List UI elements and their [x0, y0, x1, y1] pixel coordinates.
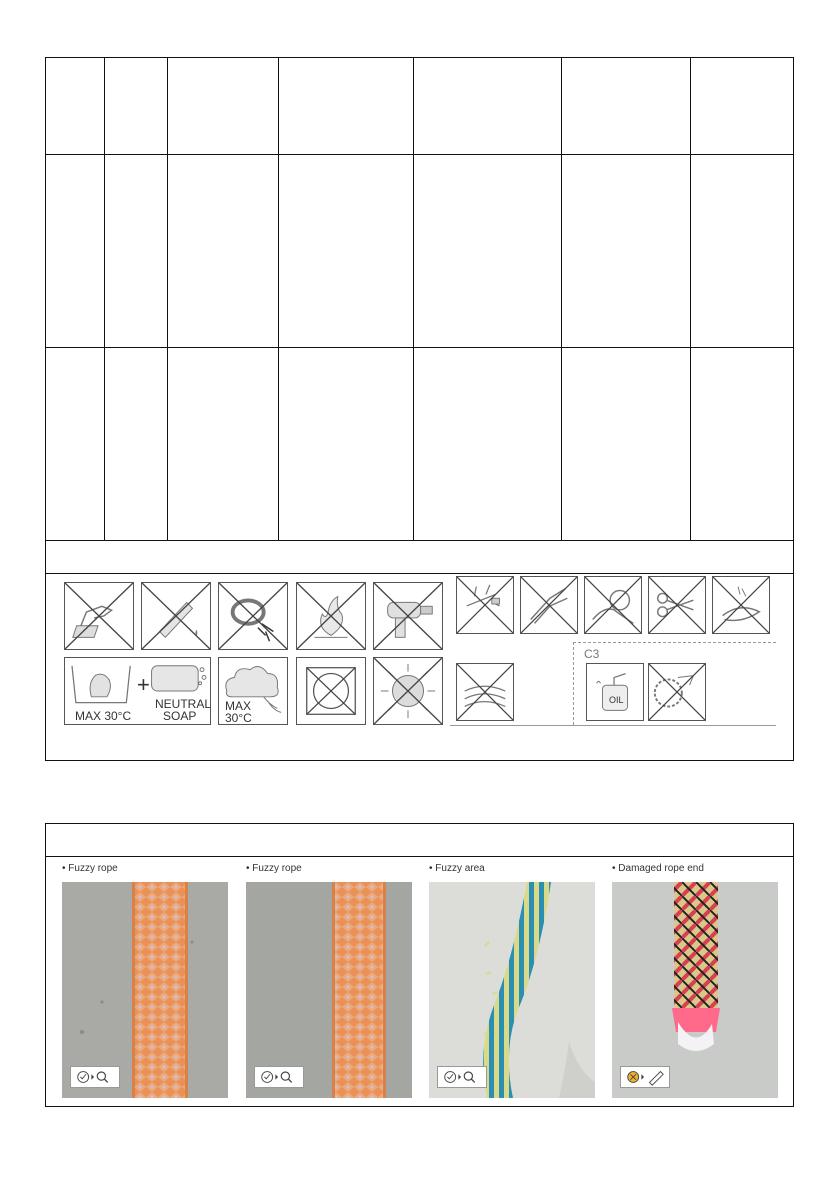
fuzzy-area-photo [429, 882, 595, 1098]
no-heat-gun-icon [373, 582, 443, 650]
c3-frame-left [573, 642, 574, 725]
photo-card [612, 862, 778, 1098]
photo-card [246, 862, 412, 1098]
plus-sign: + [137, 672, 150, 697]
no-tangled-storage-icon [456, 663, 514, 721]
steam-icon [218, 657, 288, 725]
no-impact-carabiner-icon [218, 582, 288, 650]
no-acid-tube-icon [141, 582, 211, 650]
c3-group-label: C3 [584, 647, 600, 661]
wash-temperature-label: MAX 30°C [75, 709, 132, 723]
no-sharp-edge-icon [456, 576, 514, 634]
section-rule [450, 725, 776, 726]
row-divider [46, 347, 793, 348]
column-divider [167, 58, 168, 540]
no-chemicals-pour-icon [64, 582, 134, 650]
care-icons-area [46, 573, 793, 760]
column-divider [104, 58, 105, 540]
fuzzy-rope-photo [246, 882, 412, 1098]
steam-label: MAX [225, 699, 252, 713]
column-divider [561, 58, 562, 540]
no-fire-icon [296, 582, 366, 650]
no-pliers-icon [520, 576, 578, 634]
rope-inspection-section [45, 823, 794, 1107]
oil-label: OIL [609, 695, 624, 705]
column-divider [690, 58, 691, 540]
no-knot-icon [584, 576, 642, 634]
verdict-ok-inspect [254, 1066, 304, 1088]
fuzzy-rope-photo [62, 882, 228, 1098]
oil-lubricant-icon [586, 663, 644, 721]
photo-caption: • Fuzzy rope [62, 863, 118, 874]
no-oil-on-rope-icon [648, 663, 706, 721]
neutral-soap-label: SOAP [163, 709, 197, 723]
verdict-ok-inspect [437, 1066, 487, 1088]
steam-label: 30°C [225, 711, 252, 725]
column-divider [278, 58, 279, 540]
row-divider [46, 540, 793, 541]
photo-caption: • Fuzzy rope [246, 863, 302, 874]
photo-caption: • Fuzzy area [429, 863, 485, 874]
care-table [45, 57, 794, 761]
wash-instructions [64, 657, 211, 725]
no-chemical-spray-icon [712, 576, 770, 634]
verdict-reject-cut [620, 1066, 670, 1088]
row-divider [46, 154, 793, 155]
photo-caption: • Damaged rope end [612, 863, 704, 874]
photo-card [62, 862, 228, 1098]
c3-frame-top [573, 642, 776, 643]
no-scissors-icon [648, 576, 706, 634]
no-sun-exposure-icon [373, 657, 443, 725]
damaged-rope-end-photo [612, 882, 778, 1098]
neutral-soap-label: NEUTRAL [155, 697, 212, 711]
column-divider [413, 58, 414, 540]
section-header-divider [46, 856, 793, 857]
no-tumble-dry-icon [296, 657, 366, 725]
verdict-ok-inspect [70, 1066, 120, 1088]
photo-card [429, 862, 595, 1098]
